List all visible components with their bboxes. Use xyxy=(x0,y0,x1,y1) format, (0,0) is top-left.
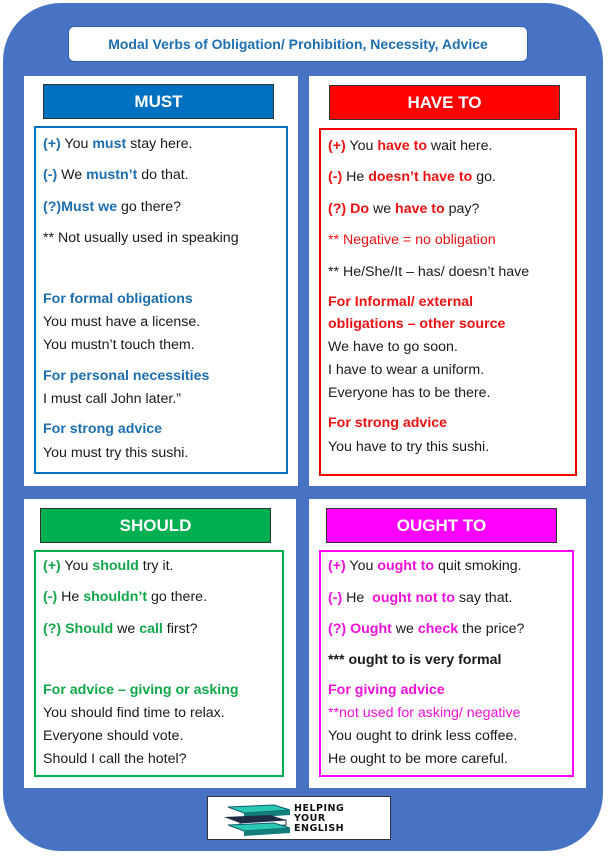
have-to-section-informal-1: For Informal/ external xyxy=(328,294,474,310)
must-section-formal: For formal obligations xyxy=(43,291,193,307)
ought-to-content-box xyxy=(319,550,574,777)
must-note: ** Not usually used in speaking xyxy=(43,230,239,246)
ought-to-panel xyxy=(309,499,586,788)
have-to-note-negative: ** Negative = no obligation xyxy=(328,232,496,248)
must-example-1: You must have a license. xyxy=(43,314,201,330)
have-to-positive-example: (+) You have to wait here. xyxy=(328,138,493,154)
must-negative-example: (-) We mustn’t do that. xyxy=(43,167,189,183)
ought-to-section-advice: For giving advice xyxy=(328,682,445,698)
should-heading: SHOULD xyxy=(40,508,271,543)
logo-text: HELPING YOUR ENGLISH xyxy=(294,803,345,834)
should-question-example: (?) Should we call first? xyxy=(43,621,198,637)
should-content-box xyxy=(34,550,284,777)
have-to-question-example: (?) Do we have to pay? xyxy=(328,201,480,217)
must-example-4: You must try this sushi. xyxy=(43,445,189,461)
have-to-example-3: Everyone has to be there. xyxy=(328,385,491,401)
have-to-section-advice: For strong advice xyxy=(328,415,448,431)
must-section-personal: For personal necessities xyxy=(43,368,210,384)
ought-to-note-formal: *** ought to is very formal xyxy=(328,652,502,668)
ought-to-heading: OUGHT TO xyxy=(326,508,557,543)
have-to-note-third-person: ** He/She/It – has/ doesn’t have xyxy=(328,264,530,280)
have-to-example-4: You have to try this sushi. xyxy=(328,439,490,455)
ought-to-negative-example: (-) He ought not to say that. xyxy=(328,590,513,606)
helping-your-english-logo xyxy=(207,796,391,840)
should-positive-example: (+) You should try it. xyxy=(43,558,174,574)
ought-to-example-2: He ought to be more careful. xyxy=(328,751,508,767)
have-to-example-1: We have to go soon. xyxy=(328,339,458,355)
should-negative-example: (-) He shouldn’t go there. xyxy=(43,589,208,605)
have-to-heading: HAVE TO xyxy=(329,85,560,120)
book-stack-icon xyxy=(216,801,296,837)
must-section-advice: For strong advice xyxy=(43,421,163,437)
have-to-negative-example: (-) He doesn’t have to go. xyxy=(328,169,496,185)
have-to-panel xyxy=(309,76,586,486)
must-example-3: I must call John later.” xyxy=(43,391,181,407)
ought-to-positive-example: (+) You ought to quit smoking. xyxy=(328,558,522,574)
have-to-content-box xyxy=(319,128,577,476)
have-to-section-informal-2: obligations – other source xyxy=(328,316,506,332)
have-to-example-2: I have to wear a uniform. xyxy=(328,362,485,378)
ought-to-example-1: You ought to drink less coffee. xyxy=(328,728,518,744)
must-panel xyxy=(24,76,298,486)
must-positive-example: (+) You must stay here. xyxy=(43,136,193,152)
must-question-example: (?)Must we go there? xyxy=(43,199,181,215)
should-panel xyxy=(24,499,296,788)
should-section-advice: For advice – giving or asking xyxy=(43,682,239,698)
should-example-1: You should find time to relax. xyxy=(43,705,225,721)
must-example-2: You mustn’t touch them. xyxy=(43,337,195,353)
must-content-box xyxy=(34,126,288,474)
should-example-2: Everyone should vote. xyxy=(43,728,184,744)
ought-to-note-usage: **not used for asking/ negative xyxy=(328,705,521,721)
page-title: Modal Verbs of Obligation/ Prohibition, Necessity, Advice xyxy=(68,26,528,62)
ought-to-question-example: (?) Ought we check the price? xyxy=(328,621,525,637)
should-example-3: Should I call the hotel? xyxy=(43,751,187,767)
must-heading: MUST xyxy=(43,84,274,119)
